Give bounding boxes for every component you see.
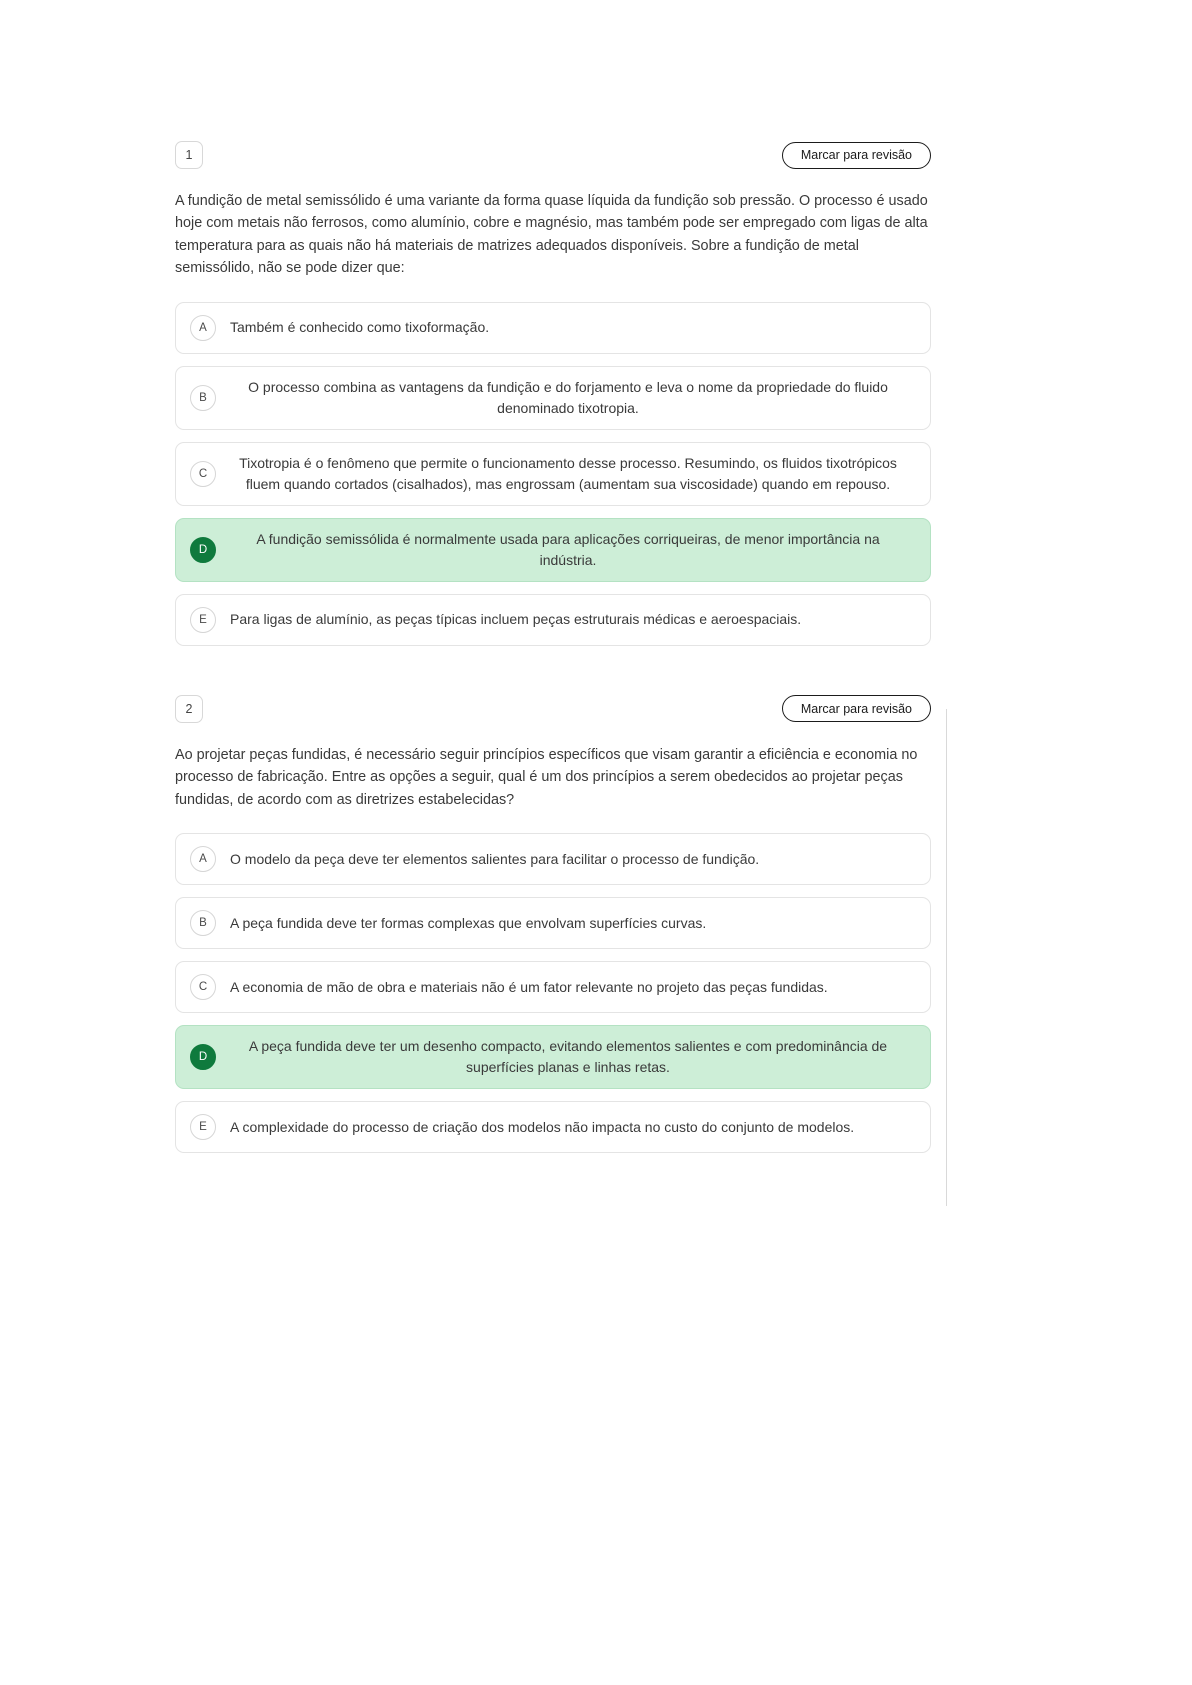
question-block — [175, 140, 931, 646]
option-text: A peça fundida deve ter um desenho compacto, evitando elementos salientes e com predominância de superfícies planas e linhas retas. — [248, 1038, 888, 1076]
answer-option-b[interactable] — [175, 366, 931, 430]
answer-option-c[interactable] — [175, 961, 931, 1013]
option-text: A economia de mão de obra e materiais não é um fator relevante no projeto das peças fundidas. — [230, 978, 828, 995]
answer-option-a[interactable] — [175, 833, 931, 885]
question-header — [175, 694, 931, 724]
option-letter: A — [190, 846, 216, 872]
question-statement: A fundição de metal semissólido é uma variante da forma quase líquida da fundição sob pressão. O processo é usado hoje com metais não ferrosos, como alumínio, cobre e magnésio, mas também pode ser empregado com ligas de alta temperatura para as quais não há materiais de matrizes adequados disponíveis. Sobre a fundição de metal semissólido, não se pode dizer que: — [175, 193, 928, 277]
option-letter: B — [190, 910, 216, 936]
answer-option-d[interactable] — [175, 518, 931, 582]
option-text: A complexidade do processo de criação dos modelos não impacta no custo do conjunto de modelos. — [230, 1118, 855, 1135]
scrollbar-track[interactable] — [946, 709, 947, 1206]
question-block — [175, 694, 931, 1153]
option-letter: E — [190, 1114, 216, 1140]
option-text: Para ligas de alumínio, as peças típicas incluem peças estruturais médicas e aeroespaciais. — [230, 611, 802, 628]
answer-options — [175, 302, 931, 646]
option-text: Tixotropia é o fenômeno que permite o funcionamento desse processo. Resumindo, os fluidos tixotrópicos fluem quando cortados (cisalhados), mas engrossam (aumentam sua viscosidade) quando em repouso. — [239, 454, 897, 492]
option-text: O modelo da peça deve ter elementos salientes para facilitar o processo de fundição. — [230, 850, 760, 867]
answer-option-b[interactable] — [175, 897, 931, 949]
mark-for-review-button[interactable]: Marcar para revisão — [782, 695, 931, 722]
option-letter: A — [190, 315, 216, 341]
option-text: A fundição semissólida é normalmente usada para aplicações corriqueiras, de menor importância na indústria. — [256, 530, 880, 568]
option-letter: D — [190, 1044, 216, 1070]
question-number-badge: 2 — [175, 695, 203, 723]
answer-option-c[interactable] — [175, 442, 931, 506]
option-letter: C — [190, 974, 216, 1000]
mark-for-review-button[interactable]: Marcar para revisão — [782, 142, 931, 169]
answer-options — [175, 833, 931, 1153]
question-statement: Ao projetar peças fundidas, é necessário seguir princípios específicos que visam garantir a eficiência e economia no processo de fabricação. Entre as opções a seguir, qual é um dos princípios a serem obedecidos ao projetar peças fundidas, de acordo com as diretrizes estabelecidas? — [175, 746, 918, 808]
answer-option-a[interactable] — [175, 302, 931, 354]
option-letter: D — [190, 537, 216, 563]
answer-option-d[interactable] — [175, 1025, 931, 1089]
question-header — [175, 140, 931, 170]
question-number-badge: 1 — [175, 141, 203, 169]
option-text: Também é conhecido como tixoformação. — [230, 319, 490, 336]
option-text: O processo combina as vantagens da fundição e do forjamento e leva o nome da propriedade do fluido denominado tixotropia. — [248, 378, 888, 416]
answer-option-e[interactable] — [175, 1101, 931, 1153]
option-text: A peça fundida deve ter formas complexas que envolvam superfícies curvas. — [230, 914, 707, 931]
answer-option-e[interactable] — [175, 594, 931, 646]
option-letter: C — [190, 461, 216, 487]
questions-list — [175, 140, 931, 1201]
option-letter: B — [190, 385, 216, 411]
option-letter: E — [190, 607, 216, 633]
